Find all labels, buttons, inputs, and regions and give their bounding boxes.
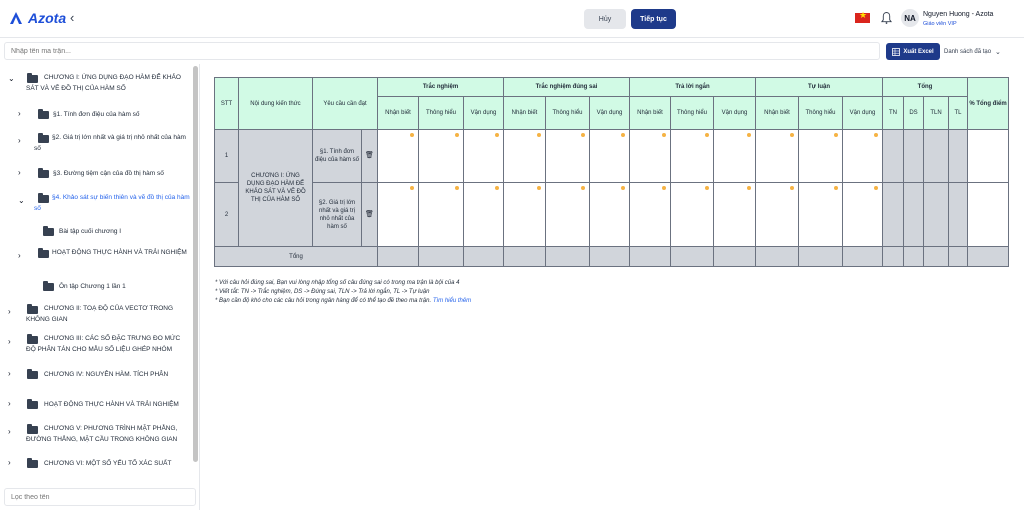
sidebar-item-review[interactable] (0, 280, 192, 292)
sidebar-item-chapter-5[interactable] (0, 423, 192, 447)
input-cell[interactable] (714, 130, 756, 183)
difficulty-dot-icon (621, 186, 625, 190)
difficulty-dot-icon (874, 186, 878, 190)
input-cell[interactable] (464, 183, 504, 247)
header-group-tl: Tự luận (756, 78, 883, 97)
header-content: Nội dung kiến thức (239, 78, 313, 130)
difficulty-dot-icon (537, 133, 541, 137)
table-row (215, 183, 1009, 247)
avatar[interactable]: NA (901, 9, 919, 27)
header-nhan-biet: Nhận biết (630, 97, 671, 130)
header-van-dung: Vận dụng (714, 97, 756, 130)
sidebar-item-label: CHƯƠNG I: ỨNG DỤNG ĐẠO HÀM ĐỂ KHẢO SÁT VÀ VẼ ĐỒ THỊ CỦA HÀM SỐ (26, 74, 181, 92)
sidebar-item-label: Bài tập cuối chương I (59, 228, 122, 235)
input-cell[interactable] (756, 130, 799, 183)
header-nhan-biet: Nhận biết (756, 97, 799, 130)
sidebar-item-label: HOẠT ĐỘNG THỰC HÀNH VÀ TRẢI NGHIỆM (52, 249, 187, 256)
header-van-dung: Vận dụng (590, 97, 630, 130)
chevron-right-icon[interactable]: › (18, 251, 21, 260)
input-cell[interactable] (590, 130, 630, 183)
header-col-tln: TLN (924, 97, 949, 130)
user-role: Giáo viên VIP (923, 21, 957, 27)
input-cell[interactable] (843, 183, 883, 247)
logo-text: Azota (28, 10, 67, 26)
chevron-down-icon[interactable]: ⌄ (8, 74, 15, 83)
chevron-down-icon[interactable]: ⌄ (18, 196, 25, 205)
header-group-ds: Trắc nghiệm đúng sai (504, 78, 630, 97)
continue-button[interactable]: Tiếp tục (631, 9, 676, 29)
header-stt: STT (215, 78, 239, 130)
difficulty-dot-icon (495, 186, 499, 190)
input-cell[interactable] (630, 130, 671, 183)
input-cell[interactable] (378, 130, 419, 183)
row-requirement: §2. Giá trị lớn nhất và giá trị nhỏ nhất của hàm số (313, 183, 362, 247)
folder-icon (38, 170, 49, 178)
input-cell[interactable] (799, 130, 843, 183)
difficulty-dot-icon (455, 133, 459, 137)
chevron-right-icon[interactable]: › (8, 427, 11, 436)
total-row (215, 247, 1009, 267)
table-icon (892, 48, 900, 56)
header-thong-hieu: Thông hiểu (546, 97, 590, 130)
input-cell[interactable] (590, 183, 630, 247)
sidebar-item-chapter-1[interactable] (0, 72, 192, 96)
sidebar-item-chapter-4[interactable] (0, 368, 192, 380)
row-stt: 2 (215, 183, 239, 247)
notes (215, 279, 471, 306)
input-cell[interactable] (756, 183, 799, 247)
sidebar-item-label: §2. Giá trị lớn nhất và giá trị nhỏ nhất của hàm số (34, 134, 186, 152)
sidebar-item-chapter-2[interactable] (0, 303, 192, 327)
folder-icon (38, 111, 49, 119)
export-excel-button[interactable] (886, 43, 940, 60)
row-stt: 1 (215, 130, 239, 183)
difficulty-dot-icon (747, 133, 751, 137)
input-cell[interactable] (504, 183, 546, 247)
header-group-tn: Trắc nghiệm (378, 78, 504, 97)
input-cell[interactable] (671, 130, 714, 183)
sidebar-item-section-4[interactable] (0, 192, 192, 216)
cancel-button[interactable]: Hủy (584, 9, 626, 29)
note-text: * Bạn cần độ khó cho các câu hỏi trong ngân hàng để có thể tạo đề theo ma trận. (215, 298, 433, 304)
merged-content-cell: CHƯƠNG I: ỨNG DỤNG ĐẠO HÀM ĐỂ KHẢO SÁT VÀ VẼ ĐỒ THỊ CỦA HÀM SỐ (239, 130, 313, 247)
input-cell[interactable] (843, 130, 883, 183)
sidebar-item-activity[interactable] (0, 247, 192, 271)
difficulty-dot-icon (581, 133, 585, 137)
folder-icon (27, 460, 38, 468)
header-thong-hieu: Thông hiểu (419, 97, 464, 130)
difficulty-dot-icon (662, 186, 666, 190)
header-nhan-biet: Nhận biết (504, 97, 546, 130)
matrix-name-input[interactable] (4, 42, 880, 60)
sidebar-item-chapter-6[interactable] (0, 457, 192, 469)
header-group-total: Tổng (883, 78, 968, 97)
header-col-tn: TN (883, 97, 904, 130)
input-cell[interactable] (504, 130, 546, 183)
difficulty-dot-icon (790, 133, 794, 137)
header-group-tln: Trả lời ngắn (630, 78, 756, 97)
difficulty-dot-icon (455, 186, 459, 190)
input-cell[interactable] (546, 183, 590, 247)
difficulty-dot-icon (705, 186, 709, 190)
export-excel-label: Xuất Excel (903, 48, 934, 55)
sidebar-item-exercises[interactable] (0, 225, 192, 237)
input-cell[interactable] (671, 183, 714, 247)
input-cell[interactable] (630, 183, 671, 247)
bell-icon[interactable] (881, 11, 892, 25)
difficulty-dot-icon (495, 133, 499, 137)
learn-more-link[interactable]: Tìm hiểu thêm (432, 298, 472, 304)
sidebar-item-label: CHƯƠNG VI: MỘT SỐ YẾU TỐ XÁC SUẤT (44, 460, 172, 467)
sidebar-item-label: CHƯƠNG II: TOẠ ĐỘ CỦA VECTƠ TRONG KHÔNG GIAN (26, 305, 174, 323)
difficulty-dot-icon (834, 133, 838, 137)
sidebar-item-label: Ôn tập Chương 1 lần 1 (59, 283, 126, 290)
saved-list-label: Danh sách đã tạo (944, 48, 992, 55)
sidebar-item-section-1[interactable] (0, 108, 192, 120)
note-line (215, 297, 471, 306)
azota-logo-icon (8, 10, 24, 26)
chevron-right-icon[interactable]: › (8, 458, 11, 467)
difficulty-dot-icon (537, 186, 541, 190)
table-row (215, 130, 1009, 183)
difficulty-dot-icon (410, 133, 414, 137)
note-line: * Với câu hỏi đúng sai, Bạn vui lòng nhập tổng số câu đúng sai có trong ma trận là bội của 4 (215, 280, 460, 286)
chevron-right-icon[interactable]: › (18, 168, 21, 177)
row-requirement: §1. Tính đơn điệu của hàm số (313, 130, 362, 183)
trash-icon[interactable]: 🗑 (365, 210, 374, 218)
header-thong-hieu: Thông hiểu (799, 97, 843, 130)
header-thong-hieu: Thông hiểu (671, 97, 714, 130)
filter-by-name-input[interactable] (4, 488, 196, 506)
sidebar-item-activity-2[interactable] (0, 398, 192, 410)
difficulty-dot-icon (834, 186, 838, 190)
saved-list-dropdown[interactable] (944, 43, 1014, 60)
header-col-tl: TL (949, 97, 968, 130)
header-col-ds: DS (904, 97, 924, 130)
collapse-sidebar-icon[interactable]: ‹ (70, 10, 75, 25)
chevron-right-icon[interactable]: › (8, 307, 11, 316)
input-cell[interactable] (799, 183, 843, 247)
folder-icon (27, 371, 38, 379)
folder-icon (27, 401, 38, 409)
input-cell[interactable] (714, 183, 756, 247)
difficulty-dot-icon (790, 186, 794, 190)
input-cell[interactable] (378, 183, 419, 247)
difficulty-dot-icon (621, 133, 625, 137)
sidebar-item-section-2[interactable] (0, 132, 192, 156)
header-van-dung: Vận dụng (464, 97, 504, 130)
folder-icon (43, 228, 54, 236)
total-label: Tổng (215, 247, 378, 267)
vietnam-flag-icon[interactable] (855, 13, 870, 23)
difficulty-dot-icon (662, 133, 666, 137)
azota-logo[interactable] (8, 10, 66, 26)
chevron-right-icon[interactable]: › (8, 369, 11, 378)
sidebar-item-label: CHƯƠNG IV: NGUYÊN HÀM. TÍCH PHÂN (44, 371, 169, 378)
input-cell[interactable] (419, 183, 464, 247)
chevron-down-icon: ⌄ (995, 48, 1001, 56)
question-matrix-table (214, 77, 1009, 267)
folder-icon (43, 283, 54, 291)
input-cell[interactable] (464, 130, 504, 183)
sidebar-item-label: CHƯƠNG III: CÁC SỐ ĐẶC TRƯNG ĐO MỨC ĐỘ PHÂN TÁN CHO MẪU SỐ LIỆU GHÉP NHÓM (26, 335, 181, 353)
header-requirement: Yêu cầu cần đạt (313, 78, 378, 130)
chevron-right-icon[interactable]: › (18, 109, 21, 118)
chevron-right-icon[interactable]: › (8, 337, 11, 346)
difficulty-dot-icon (581, 186, 585, 190)
sidebar-item-section-3[interactable] (0, 167, 192, 179)
difficulty-dot-icon (874, 133, 878, 137)
note-line: * Viết tắt: TN -> Trắc nghiệm, DS -> Đúng sai, TLN -> Trả lời ngắn, TL -> Tự luận (215, 289, 430, 295)
chevron-right-icon[interactable]: › (8, 399, 11, 408)
header-nhan-biet: Nhận biết (378, 97, 419, 130)
header-van-dung: Vận dụng (843, 97, 883, 130)
top-bar (0, 0, 1024, 38)
difficulty-dot-icon (747, 186, 751, 190)
sidebar-item-label: §3. Đường tiệm cận của đồ thị hàm số (53, 170, 164, 177)
sidebar-item-label: §1. Tính đơn điệu của hàm số (53, 111, 140, 118)
sidebar-item-label: HOẠT ĐỘNG THỰC HÀNH VÀ TRẢI NGHIỆM (44, 401, 179, 408)
input-cell[interactable] (546, 130, 590, 183)
trash-icon[interactable]: 🗑 (365, 152, 374, 159)
difficulty-dot-icon (705, 133, 709, 137)
sidebar-item-label: §4. Khảo sát sự biến thiên và vẽ đồ thị của hàm số (34, 194, 190, 212)
input-cell[interactable] (419, 130, 464, 183)
sidebar-item-label: CHƯƠNG V: PHƯƠNG TRÌNH MẶT PHẲNG, ĐƯỜNG THẲNG, MẶT CẦU TRONG KHÔNG GIAN (26, 425, 178, 443)
chevron-right-icon[interactable]: › (18, 136, 21, 145)
difficulty-dot-icon (410, 186, 414, 190)
user-name: Nguyen Huong - Azota (923, 11, 994, 18)
sidebar-item-chapter-3[interactable] (0, 333, 192, 357)
header-percent: % Tổng điểm (968, 78, 1009, 130)
sidebar-scrollbar[interactable] (193, 66, 198, 462)
